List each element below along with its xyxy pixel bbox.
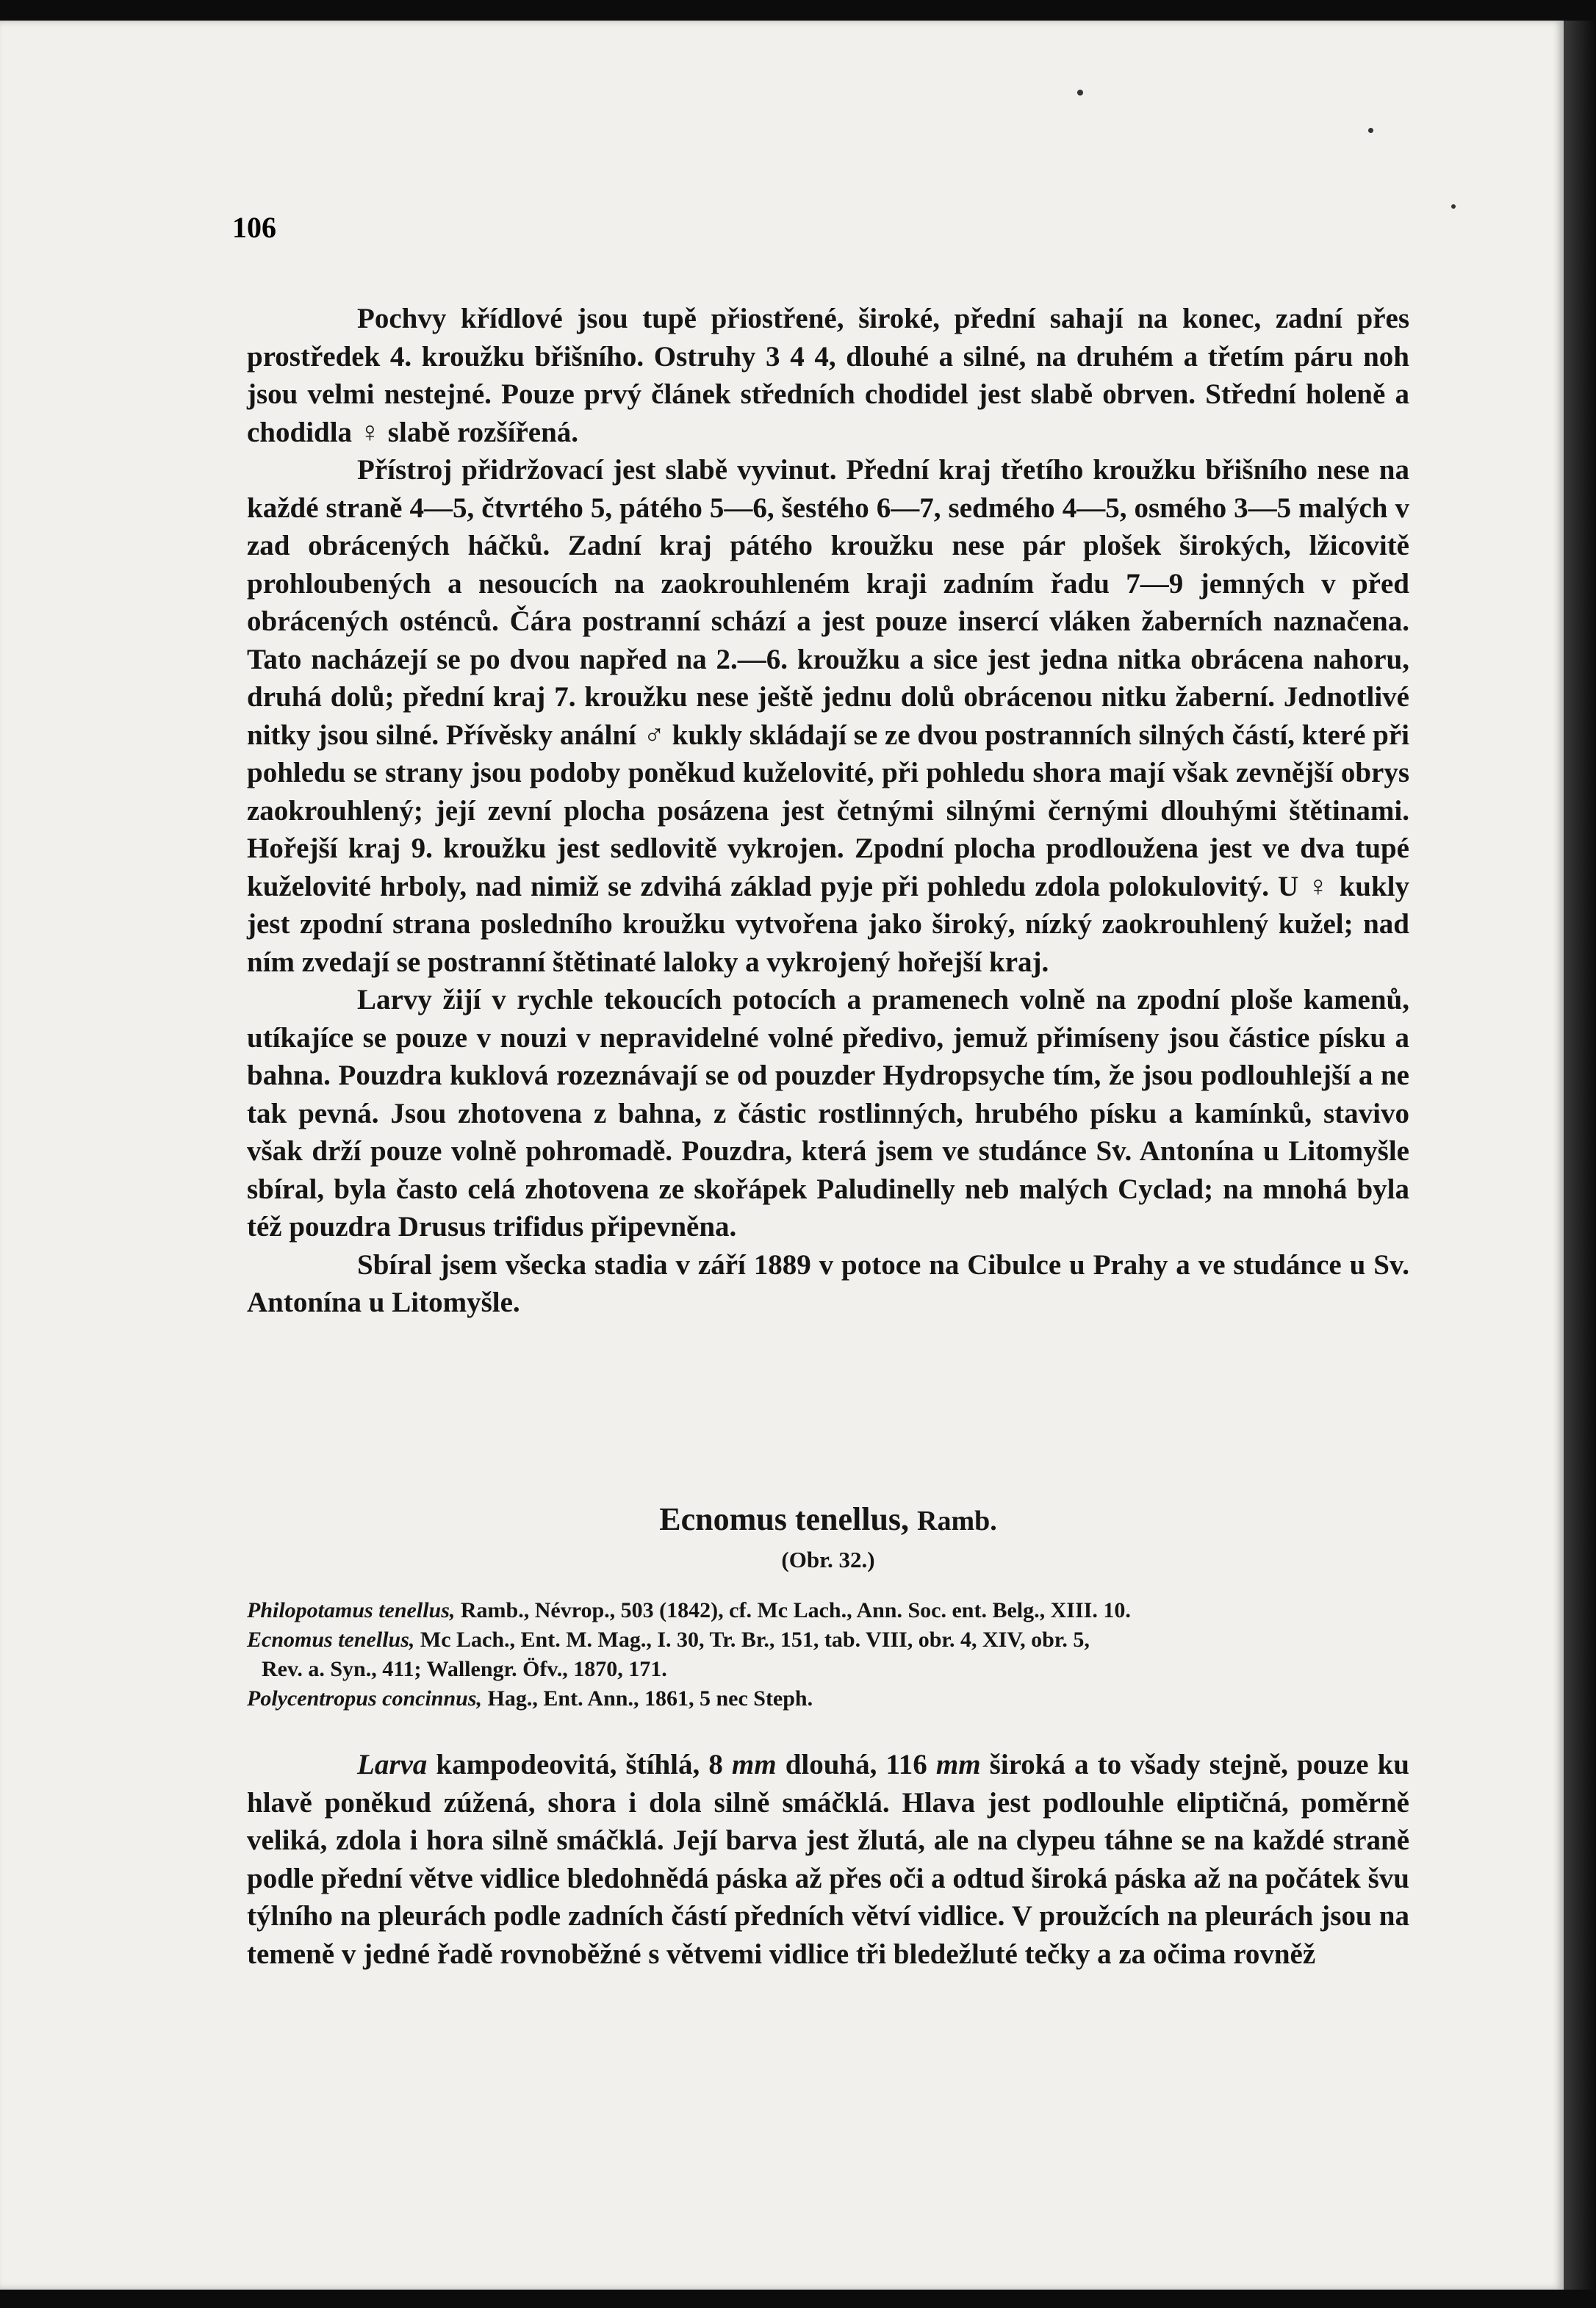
unit-mm: mm xyxy=(731,1749,777,1780)
paragraph-collection: Sbíral jsem všecka stadia v září 1889 v potoce na Cibulce u Prahy a ve studánce u Sv. Antonína u Litomyšle. xyxy=(247,1248,1409,1318)
larva-description xyxy=(247,1746,1409,1973)
unit-mm: mm xyxy=(935,1749,981,1780)
larva-text-part: dlouhá, 116 xyxy=(776,1749,936,1780)
synonym-taxon: Polycentropus concinnus, xyxy=(247,1686,483,1711)
paragraph-larva xyxy=(247,1746,1409,1973)
species-name: Ecnomus tenellus, xyxy=(659,1501,910,1537)
synonym-taxon: Philopotamus tenellus, xyxy=(247,1598,456,1622)
synonym-citation: Hag., Ent. Ann., 1861, 5 nec Steph. xyxy=(487,1686,813,1711)
synonym-entry xyxy=(247,1625,1409,1684)
page-edge-shadow xyxy=(1564,21,1596,2290)
paragraph-larva-habitat: Larvy žijí v rychle tekoucích potocích a pramenech volně na zpodní ploše kamenů, utíkajíce se pouze v nouzi v nepravidelné volné předivo, jemuž přimíseny jsou částice písku a bahna. Pouzdra kuklová rozeznávají se od pouzder Hydropsyche tím, že jsou podlouhlejší a ne tak pevná. Jsou zhotovena z bahna, z částic rostlinných, hrubého písku a kamínků, stavivo však drží pouze volně pohromadě. Pouzdra, která jsem ve studánce Sv. Antonína u Litomyšle sbíral, byla často celá zhotovena ze skořápek Paludinelly neb malých Cyclad; na mnohá byla též pouzdra Drusus trifidus připevněna. xyxy=(247,984,1409,1243)
species-heading xyxy=(247,1498,1409,1577)
dust-speck xyxy=(1451,204,1456,209)
figure-reference: (Obr. 32.) xyxy=(781,1547,875,1572)
page-number: 106 xyxy=(232,211,276,244)
synonym-citation: Ramb., Névrop., 503 (1842), cf. Mc Lach., Ann. Soc. ent. Belg., XIII. 10. xyxy=(460,1598,1131,1622)
paragraph-wing-sheaths: Pochvy křídlové jsou tupě přiostřené, široké, přední sahají na konec, zadní přes prostředek 4. kroužku břišního. Ostruhy 3 4 4, dlouhé a silné, na druhém a třetím páru noh jsou velmi nestejné. Pouze prvý článek středních chodidel jest slabě obrven. Střední holeně a chodidla ♀ slabě rozšířená. xyxy=(247,303,1409,448)
larva-text-part: kampodeovitá, štíhlá, 8 xyxy=(427,1749,732,1780)
species-title xyxy=(247,1498,1409,1543)
synonym-entry xyxy=(247,1684,1409,1714)
synonym-citation-continued: Rev. a. Syn., 411; Wallengr. Öfv., 1870, 171. xyxy=(262,1657,667,1681)
larva-text-part: široká a to všady stejně, pouze ku hlavě poněkud zúžená, shora i dola silně smáčklá. Hlava jest podlouhle eliptičná, poměrně veliká, zdola i hora silně smáčklá. Její barva jest žlutá, ale na clypeu táhne se na každé straně podle přední větve vidlice bledohnědá páska až přes oči a odtud široká páska až na počátek švu týlního na pleurách podle zadních částí předních větví vidlice. V proužcích na pleurách jsou na temeně v jedné řadě rovnoběžné s větvemi vidlice tři bledežluté tečky a za očima rovněž xyxy=(247,1749,1409,1970)
body-text xyxy=(247,300,1409,1322)
synonymy-list xyxy=(247,1596,1409,1714)
synonym-entry xyxy=(247,1596,1409,1625)
synonym-citation: Mc Lach., Ent. M. Mag., I. 30, Tr. Br., 151, tab. VIII, obr. 4, XIV, obr. 5, xyxy=(420,1628,1090,1652)
synonym-taxon: Ecnomus tenellus, xyxy=(247,1628,415,1652)
dust-speck xyxy=(1368,128,1373,133)
dust-speck xyxy=(1077,90,1083,96)
larva-lead-word: Larva xyxy=(357,1749,428,1780)
species-author: Ramb. xyxy=(917,1506,997,1536)
paragraph-holding-apparatus: Přístroj přidržovací jest slabě vyvinut. Přední kraj třetího kroužku břišního nese na každé straně 4—5, čtvrtého 5, pátého 5—6, šestého 6—7, sedmého 4—5, osmého 3—5 malých v zad obrácených háčků. Zadní kraj pátého kroužku nese pár plošek širokých, lžicovitě prohloubených a nesoucích na zaokrouhleném kraji zadním řadu 7—9 jemných v před obrácených osténců. Čára postranní schází a jest pouze insercí vláken žaberních naznačena. Tato nacházejí se po dvou napřed na 2.—6. kroužku a sice jest jedna nitka obrácena nahoru, druhá dolů; přední kraj 7. kroužku nese ještě jednu dolů obrácenou nitku žaberní. Jednotlivé nitky jsou silné. Přívěsky anální ♂ kukly skládají se ze dvou postranních silných částí, které při pohledu se strany jsou podoby poněkud kuželovité, při pohledu shora mají však zevnější obrys zaokrouhlený; její zevní plocha posázena jest četnými silnými černými dlouhými štětinami. Hořejší kraj 9. kroužku jest sedlovitě vykrojen. Zpodní plocha prodloužena jest ve dva tupé kuželovité hrboly, nad nimiž se zdvihá základ pyje při pohledu zdola polokulovitý. U ♀ kukly jest zpodní strana posledního kroužku vytvořena jako široký, nízký zaokrouhlený kužel; nad ním zvedají se postranní štětinaté laloky a vykrojený hořejší kraj. xyxy=(247,454,1409,978)
book-page xyxy=(0,21,1564,2290)
